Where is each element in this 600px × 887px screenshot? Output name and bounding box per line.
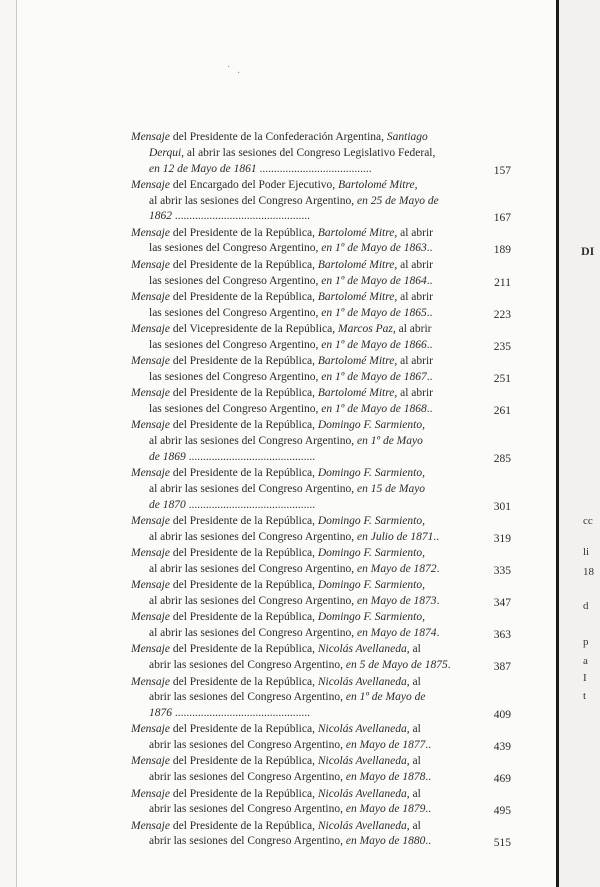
toc-text-segment: en Mayo de 1874 [357, 627, 437, 640]
toc-text-segment: las sesiones del Congreso Argentino, [149, 306, 322, 319]
toc-entry-continuation-line [149, 529, 485, 545]
toc-page-number: 409 [493, 709, 511, 721]
right-page-fragment: a [583, 655, 588, 667]
toc-text-segment: en 1º de Mayo de 1866 [321, 338, 427, 351]
toc-text-segment: .. [425, 803, 432, 816]
toc-text-segment: del Presidente de la República, [169, 755, 318, 768]
toc-entry-continuation-line [149, 801, 485, 817]
right-page-fragment: 18 [583, 566, 594, 578]
toc-text-segment: en Mayo de 1873 [357, 594, 437, 607]
toc-text-segment: Bartolomé Mitre, [317, 387, 398, 400]
toc-text-segment: Bartolomé Mitre, [317, 290, 398, 303]
toc-text-segment: al abrir las sesiones del Congreso Argentino, [149, 482, 358, 495]
toc-text-segment: al abrir [397, 355, 434, 368]
toc-entry-continuation-line [149, 433, 507, 449]
toc-text-segment: al abrir las sesiones del Congreso Argentino, [149, 627, 358, 640]
toc-entry-continuation-line [149, 737, 485, 753]
toc-text-segment: Mensaje [131, 611, 170, 624]
toc-text-segment: Mensaje [131, 755, 170, 768]
toc-text-segment: del Presidente de la República, [169, 290, 318, 303]
toc-text-segment: al abrir las sesiones del Congreso Argentino, [149, 530, 358, 543]
toc-page-number: 363 [493, 629, 511, 642]
right-page-fragment: cc [583, 515, 593, 527]
toc-page-number: 223 [493, 308, 511, 321]
toc-entry-continuation-line [149, 337, 485, 353]
toc-entry-continuation-line [149, 833, 485, 849]
toc-text-segment: Mensaje [131, 547, 170, 560]
toc-text-segment: Domingo F. Sarmiento, [317, 515, 425, 527]
toc-text-segment: del Presidente de la República, [169, 643, 318, 656]
toc-text-segment: las sesiones del Congreso Argentino, [149, 242, 322, 255]
toc-text-segment: del Presidente de la República, [169, 547, 318, 560]
toc-text-segment: .. [426, 338, 433, 351]
toc-text-segment: en Mayo de 1879 [345, 803, 426, 816]
toc-text-segment: al [409, 675, 421, 688]
toc-text-segment: del Vicepresidente de la República, [169, 323, 338, 335]
toc-entry-continuation-line [149, 561, 485, 577]
table-of-contents [17, 0, 557, 887]
toc-text-segment: Mensaje [131, 323, 170, 335]
toc-text-segment: en 1º de Mayo [357, 435, 423, 448]
toc-text-segment: del Presidente de la República, [169, 515, 318, 527]
toc-text-segment: del Presidente de la República, [169, 467, 318, 480]
toc-text-segment: las sesiones del Congreso Argentino, [149, 402, 322, 415]
toc-text-segment: en 1º de Mayo de 1863 [321, 242, 427, 255]
toc-text-segment: del Presidente de la Confederación Argentina, [169, 131, 387, 143]
toc-text-segment: en 1º de Mayo de 1865 [321, 306, 427, 319]
toc-text-segment: al abrir las sesiones del Congreso Argentino, [149, 562, 358, 575]
toc-text-segment: abrir las sesiones del Congreso Argentino, [149, 835, 346, 848]
toc-text-segment: del Presidente de la República, [169, 787, 318, 800]
toc-text-segment: de 1870 [149, 498, 186, 511]
toc-text-segment: .. [425, 835, 432, 848]
toc-entry-continuation-line [149, 593, 485, 609]
toc-text-segment: Bartolomé Mitre, [317, 258, 398, 271]
toc-entry-continuation-line [149, 705, 485, 721]
toc-text-segment: en 1º de Mayo de 1868 [321, 402, 427, 415]
toc-text-segment: en 1º de Mayo de 1867 [321, 370, 427, 383]
toc-text-segment: en 5 de Mayo de 1875 [345, 659, 448, 672]
toc-text-segment: del Presidente de la República, [169, 258, 318, 271]
toc-page-number: 261 [493, 404, 511, 417]
right-page-fragment: t [583, 690, 587, 702]
toc-entry-title-line [131, 641, 507, 657]
right-page-fragment: d [583, 600, 589, 612]
toc-text-segment: las sesiones del Congreso Argentino, [149, 370, 322, 383]
toc-text-segment: en 1º de Mayo de [345, 691, 426, 704]
toc-entry-continuation-line [149, 689, 507, 705]
toc-page-number: 347 [493, 596, 511, 609]
toc-text-segment: al abrir las sesiones del Congreso Argentino, [149, 194, 358, 207]
toc-text-segment: Mensaje [131, 131, 170, 143]
toc-entry-title-line [131, 609, 507, 625]
toc-text-segment: abrir las sesiones del Congreso Argentino, [149, 659, 346, 672]
toc-text-segment: ....................................... [256, 162, 372, 175]
toc-entry-continuation-line [149, 449, 485, 465]
toc-page-number: 167 [493, 212, 511, 225]
toc-text-segment: al abrir [397, 226, 434, 239]
toc-entry-title-line [131, 674, 507, 690]
toc-text-segment: Domingo F. Sarmiento, [317, 467, 425, 480]
toc-text-segment: al [409, 723, 421, 736]
toc-text-segment: Domingo F. Sarmiento, [317, 419, 425, 432]
toc-text-segment: Mensaje [131, 290, 170, 303]
toc-entry-title-line [131, 577, 507, 593]
toc-entry-title-line [131, 786, 507, 802]
toc-text-segment: .. [426, 306, 433, 319]
toc-text-segment: en Mayo de 1880 [345, 835, 426, 848]
toc-text-segment: Domingo F. Sarmiento, [317, 611, 425, 624]
toc-text-segment: abrir las sesiones del Congreso Argentino, [149, 803, 346, 816]
toc-text-segment: en Mayo de 1872 [357, 562, 437, 575]
toc-text-segment: del Presidente de la República, [169, 579, 318, 592]
toc-text-segment: las sesiones del Congreso Argentino, [149, 274, 322, 287]
toc-entry-title-line [131, 818, 507, 834]
toc-text-segment: Domingo F. Sarmiento, [317, 579, 425, 592]
toc-entry-title-line [131, 513, 507, 529]
toc-text-segment: Bartolomé Mitre, [317, 226, 398, 239]
toc-entry-continuation-line [149, 240, 485, 256]
toc-text-segment: del Presidente de la República, [169, 226, 318, 239]
toc-text-segment: Mensaje [131, 387, 170, 400]
toc-entry-title-line [131, 257, 507, 273]
toc-text-segment: al abrir [397, 290, 434, 303]
toc-text-segment: .. [426, 274, 433, 287]
toc-text-segment: Marcos Paz, [338, 323, 396, 335]
toc-text-segment: abrir las sesiones del Congreso Argentino, [149, 739, 346, 752]
toc-text-segment: Mensaje [131, 515, 170, 527]
toc-entry-continuation-line [149, 193, 507, 209]
toc-page-number: 157 [493, 164, 511, 177]
toc-text-segment: 1862 [149, 210, 172, 223]
toc-text-segment: abrir las sesiones del Congreso Argentino, [149, 771, 346, 784]
toc-text-segment: .. [425, 739, 432, 752]
toc-text-segment: del Presidente de la República, [169, 387, 318, 400]
toc-text-segment: al abrir [395, 323, 432, 335]
toc-text-segment: Mensaje [131, 419, 170, 432]
toc-page-number: 469 [493, 773, 511, 786]
toc-text-segment: Nicolás Avellaneda, [317, 643, 410, 656]
toc-text-segment: Mensaje [131, 819, 170, 832]
toc-text-segment: ............................................ [185, 498, 316, 511]
toc-entry-title-line [131, 417, 507, 433]
toc-text-segment: al [409, 787, 421, 800]
toc-text-segment: . [436, 562, 440, 575]
toc-page-number: 189 [493, 244, 511, 257]
toc-text-segment: al [409, 819, 421, 832]
toc-text-segment: .. [426, 402, 433, 415]
toc-text-segment: Mensaje [131, 675, 170, 688]
toc-entry-continuation-line [149, 625, 485, 641]
toc-entry-continuation-line [149, 369, 485, 385]
toc-text-segment: en Julio de 1871 [357, 530, 434, 543]
toc-text-segment: Bartolomé Mitre, [317, 355, 398, 368]
toc-entry-title-line [131, 385, 507, 401]
toc-text-segment: ............................................ [185, 450, 316, 463]
toc-text-segment: .. [426, 242, 433, 255]
toc-text-segment: . [447, 659, 451, 672]
toc-text-segment: Santiago [386, 131, 428, 143]
toc-text-segment: Mensaje [131, 787, 170, 800]
toc-text-segment: en 1º de Mayo de 1864 [321, 274, 427, 287]
toc-text-segment: las sesiones del Congreso Argentino, [149, 338, 322, 351]
toc-text-segment: al abrir [397, 258, 434, 271]
toc-text-segment: del Presidente de la República, [169, 675, 318, 688]
toc-text-segment: Mensaje [131, 355, 170, 368]
toc-text-segment: Domingo F. Sarmiento, [317, 547, 425, 560]
toc-text-segment: en Mayo de 1877 [345, 739, 426, 752]
toc-text-segment: Nicolás Avellaneda, [317, 787, 410, 800]
toc-text-segment: Mensaje [131, 723, 170, 736]
toc-entry-continuation-line [149, 161, 485, 177]
toc-page-number: 211 [494, 276, 511, 289]
toc-entry-continuation-line [149, 769, 485, 785]
toc-text-segment: .. [426, 370, 433, 383]
page-speck: · [227, 62, 231, 73]
toc-text-segment: al abrir [397, 387, 434, 400]
toc-entry-continuation-line [149, 208, 485, 224]
toc-text-segment: Nicolás Avellaneda, [317, 723, 410, 736]
toc-text-segment: Bartolomé Mitre, [338, 178, 418, 191]
toc-entry-continuation-line [149, 145, 507, 161]
toc-text-segment: del Presidente de la República, [169, 819, 318, 832]
toc-text-segment: .. [425, 771, 432, 784]
right-page-fragment: I [583, 672, 587, 684]
toc-page-number: 319 [493, 532, 511, 545]
toc-entry-title-line [131, 353, 507, 369]
toc-text-segment: abrir las sesiones del Congreso Argentino, [149, 691, 346, 704]
book-page-left [16, 0, 557, 887]
toc-text-segment: .. [433, 530, 440, 543]
toc-page-number: 235 [493, 340, 511, 353]
toc-entry-continuation-line [149, 481, 507, 497]
toc-text-segment: Mensaje [131, 467, 170, 480]
toc-page-number: 335 [493, 564, 511, 577]
toc-text-segment: . [436, 594, 440, 607]
toc-text-segment: . [436, 627, 440, 640]
toc-text-segment: Nicolás Avellaneda, [317, 675, 410, 688]
toc-text-segment: al abrir las sesiones del Congreso Argentino, [149, 435, 358, 448]
toc-page-number: 387 [493, 661, 511, 674]
toc-text-segment: del Presidente de la República, [169, 611, 318, 624]
toc-entry-title-line [131, 289, 507, 305]
toc-text-segment: Mensaje [131, 178, 170, 191]
toc-entry-title-line [131, 545, 507, 561]
toc-text-segment: ............................................... [172, 210, 310, 223]
toc-entry-title-line [131, 721, 507, 737]
book-page-right-edge [559, 0, 600, 887]
toc-text-segment: en 12 de Mayo de 1861 [149, 162, 257, 175]
toc-page-number: 439 [493, 741, 511, 754]
toc-page-number: 515 [493, 837, 511, 850]
toc-entry-title-line [131, 465, 507, 481]
toc-text-segment: Mensaje [131, 643, 170, 656]
toc-page-number: 301 [493, 500, 511, 513]
toc-text-segment: en Mayo de 1878 [345, 771, 426, 784]
toc-entry-continuation-line [149, 273, 485, 289]
right-page-fragment: p [583, 636, 589, 648]
toc-text-segment: al abrir las sesiones del Congreso Argentino, [149, 594, 358, 607]
toc-text-segment: de 1869 [149, 450, 186, 463]
toc-text-segment: al [409, 755, 421, 768]
toc-page-number: 251 [493, 372, 511, 385]
toc-entry-continuation-line [149, 401, 485, 417]
right-page-fragment: li [583, 546, 590, 558]
toc-entry-title-line [131, 753, 507, 769]
toc-entry-continuation-line [149, 657, 485, 673]
page-speck: · [237, 68, 241, 79]
toc-text-segment: en 25 de Mayo de [357, 194, 439, 207]
toc-page-number: 495 [493, 805, 511, 818]
toc-text-segment: Mensaje [131, 226, 170, 239]
toc-text-segment: al [409, 643, 421, 656]
toc-text-segment: del Presidente de la República, [169, 355, 318, 368]
toc-text-segment: Nicolás Avellaneda, [317, 755, 410, 768]
toc-entry-continuation-line [149, 497, 485, 513]
toc-text-segment: 1876 [149, 707, 172, 719]
toc-text-segment: Mensaje [131, 258, 170, 271]
toc-text-segment: del Encargado del Poder Ejecutivo, [169, 178, 339, 191]
toc-text-segment: ............................................... [172, 707, 310, 719]
toc-text-segment: al abrir las sesiones del Congreso Legislativo Federal, [184, 146, 436, 159]
toc-text-segment: Nicolás Avellaneda, [317, 819, 410, 832]
toc-text-segment: del Presidente de la República, [169, 723, 318, 736]
toc-text-segment: Derqui, [149, 146, 185, 159]
toc-page-number: 285 [493, 452, 511, 465]
toc-entry-title-line [131, 321, 507, 337]
toc-entry-title-line [131, 129, 507, 145]
right-page-heading-fragment: DI [581, 244, 595, 258]
toc-entry-title-line [131, 177, 507, 193]
toc-text-segment: en 15 de Mayo [357, 482, 426, 495]
toc-text-segment: Mensaje [131, 579, 170, 592]
toc-entry-title-line [131, 225, 507, 241]
toc-text-segment: del Presidente de la República, [169, 419, 318, 432]
toc-entry-continuation-line [149, 305, 485, 321]
